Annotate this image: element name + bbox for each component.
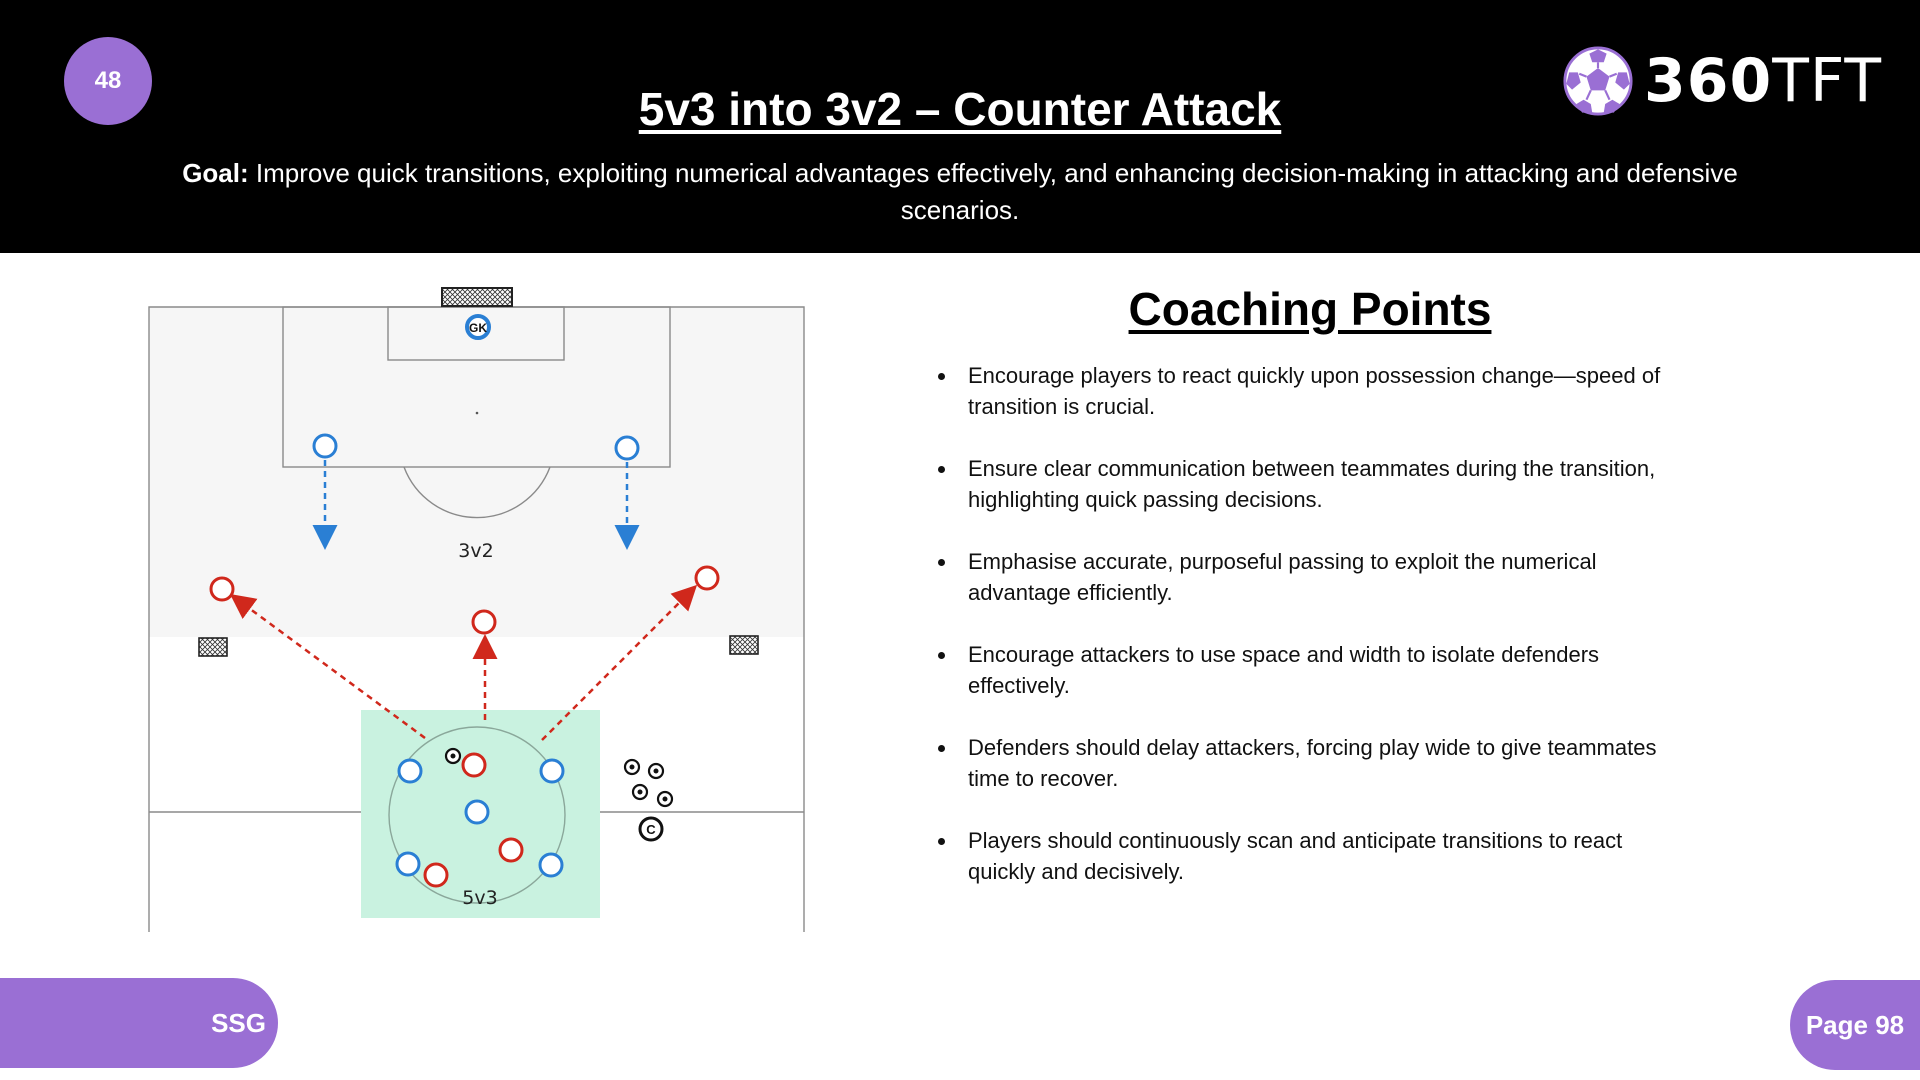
list-item: Ensure clear communication between teammates during the transition, highlighting quick passing decisions. [950, 453, 1690, 515]
attacker-left [211, 578, 233, 600]
list-item: Emphasise accurate, purposeful passing to exploit the numerical advantage efficiently. [950, 546, 1690, 608]
red-player [425, 864, 447, 886]
mini-goal-left-icon [199, 638, 227, 656]
blue-player [399, 760, 421, 782]
mini-goal-right-icon [730, 636, 758, 654]
blue-player [541, 760, 563, 782]
page-number-tag [1790, 980, 1920, 1070]
pitch-diagram-svg [140, 282, 820, 932]
gk-label: GK [469, 321, 487, 335]
list-item: Encourage players to react quickly upon possession change—speed of transition is crucial. [950, 360, 1690, 422]
list-item: Defenders should delay attackers, forcing play wide to give teammates time to recover. [950, 732, 1690, 794]
attacker-centre [473, 611, 495, 633]
section-tag [0, 978, 278, 1068]
coach-label: C [646, 822, 656, 837]
slide-number: 48 [94, 67, 122, 94]
page-number: Page 98 [1805, 1009, 1905, 1040]
goal-label: Goal: [182, 158, 249, 188]
penalty-spot [476, 412, 479, 415]
coaching-points-list [950, 360, 1690, 918]
goal-text: Improve quick transitions, exploiting numerical advantages effectively, and enhancing decision-making in attacking and defensive scenarios. [255, 158, 1738, 225]
coaching-points-title: Coaching Points [1128, 283, 1492, 335]
attacker-right [696, 567, 718, 589]
list-item: Players should continuously scan and anticipate transitions to react quickly and decisively. [950, 825, 1690, 887]
main-goal-icon [442, 288, 512, 306]
brand-logo [1562, 36, 1882, 126]
blue-player [397, 853, 419, 875]
drill-diagram [140, 282, 820, 932]
soccer-ball-icon [1562, 37, 1634, 125]
defender-top-left [314, 435, 336, 457]
section-label: SSG [211, 1007, 266, 1038]
list-item: Encourage attackers to use space and width to isolate defenders effectively. [950, 639, 1690, 701]
red-player [500, 839, 522, 861]
header-bar [0, 0, 1920, 253]
blue-player [466, 801, 488, 823]
defender-top-right [616, 437, 638, 459]
zone-label-3v2: 3v2 [458, 540, 494, 562]
brand-wordmark: 360TFT [1643, 46, 1882, 116]
slide-title: 5v3 into 3v2 – Counter Attack [638, 83, 1282, 135]
zone-label-5v3: 5v3 [462, 887, 498, 909]
goal-statement [150, 155, 1770, 229]
blue-player [540, 854, 562, 876]
red-player [463, 754, 485, 776]
